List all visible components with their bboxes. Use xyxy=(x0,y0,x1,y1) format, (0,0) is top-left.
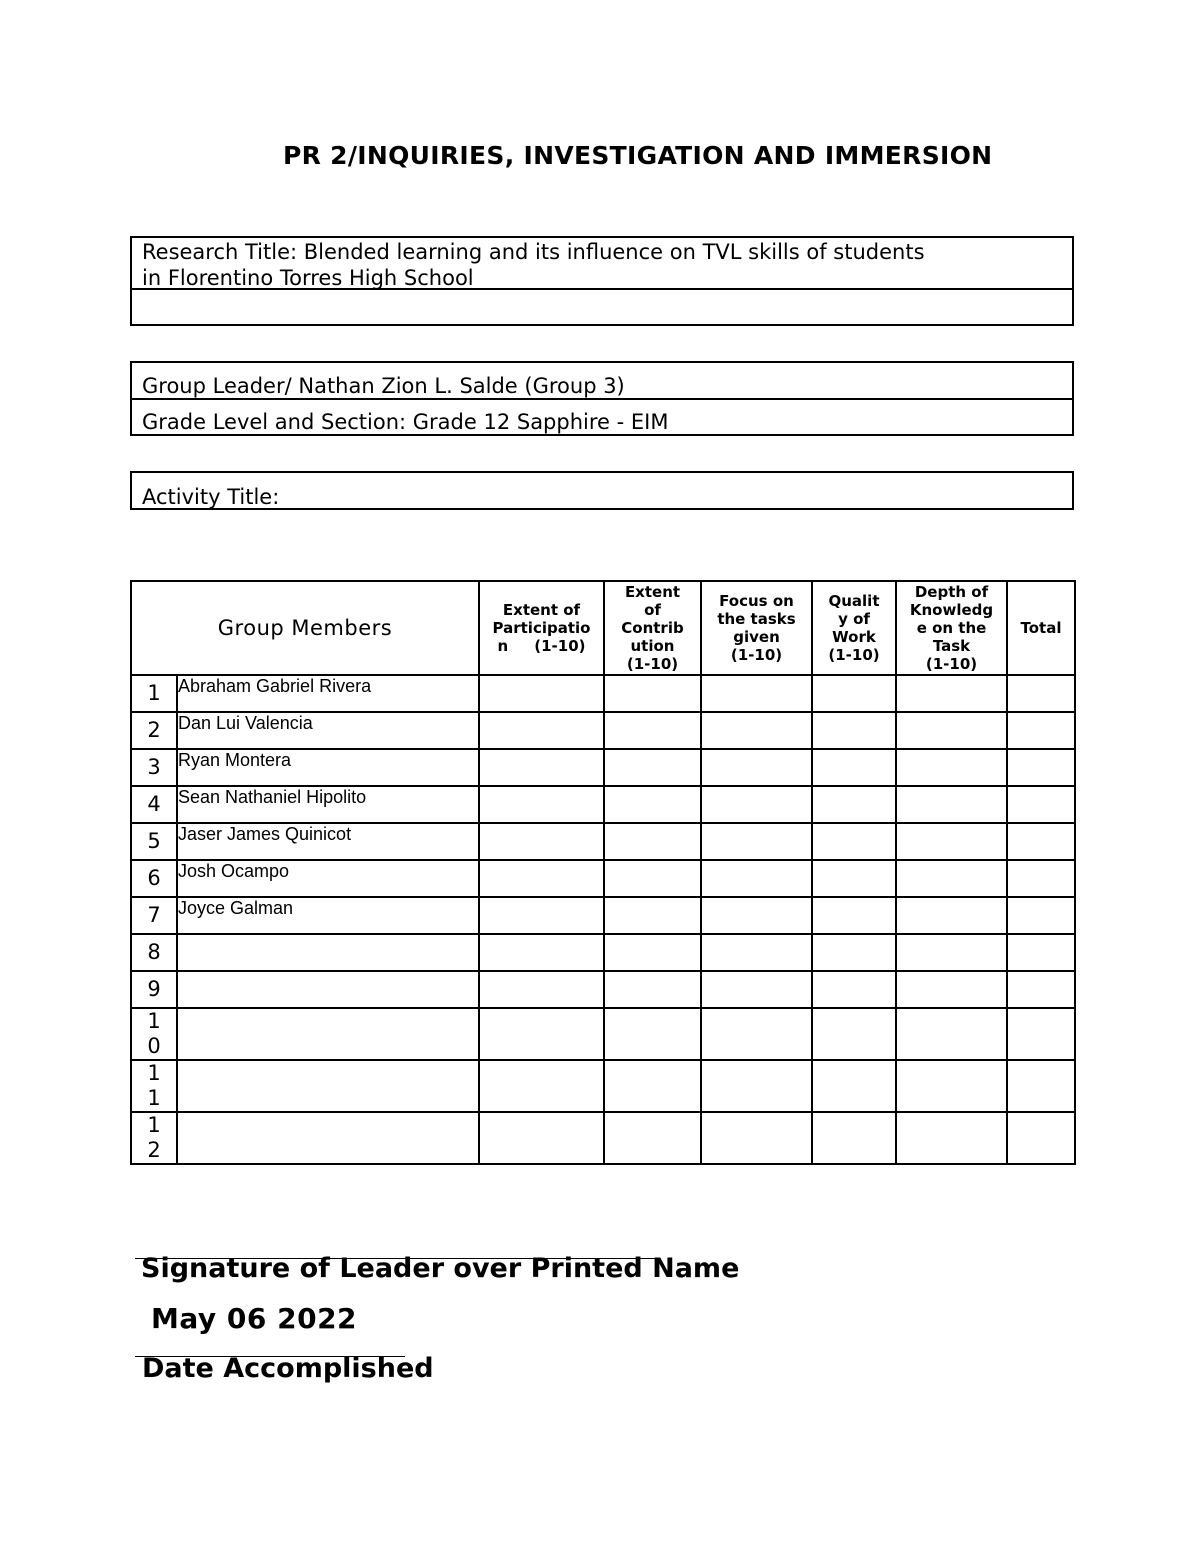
score-cell-depth xyxy=(896,971,1007,1008)
score-cell-depth xyxy=(896,897,1007,934)
research-title-box xyxy=(130,236,1074,326)
research-title-cell xyxy=(132,238,1072,290)
header-quality: Qualit y of Work (1-10) xyxy=(812,581,896,675)
row-number: 7 xyxy=(131,897,177,934)
score-cell-participation xyxy=(479,1008,604,1060)
row-number: 1 1 xyxy=(131,1060,177,1112)
score-cell-total xyxy=(1007,971,1075,1008)
table-row xyxy=(131,675,1075,712)
member-name xyxy=(177,934,479,971)
score-cell-quality xyxy=(812,786,896,823)
score-cell-focus xyxy=(701,712,812,749)
score-cell-contribution xyxy=(604,1112,701,1164)
score-cell-quality xyxy=(812,934,896,971)
row-number: 8 xyxy=(131,934,177,971)
score-cell-depth xyxy=(896,860,1007,897)
score-cell-depth xyxy=(896,1008,1007,1060)
score-cell-focus xyxy=(701,786,812,823)
score-cell-focus xyxy=(701,897,812,934)
score-cell-focus xyxy=(701,823,812,860)
row-number: 1 2 xyxy=(131,1112,177,1164)
score-cell-focus xyxy=(701,934,812,971)
score-cell-total xyxy=(1007,897,1075,934)
score-cell-depth xyxy=(896,934,1007,971)
score-cell-quality xyxy=(812,971,896,1008)
score-cell-depth xyxy=(896,1112,1007,1164)
score-cell-contribution xyxy=(604,823,701,860)
score-cell-contribution xyxy=(604,1060,701,1112)
table-row xyxy=(131,823,1075,860)
signature-label: Signature of Leader over Printed Name xyxy=(141,1253,740,1284)
row-number: 4 xyxy=(131,786,177,823)
header-total: Total xyxy=(1007,581,1075,675)
table-row xyxy=(131,712,1075,749)
header-focus: Focus on the tasks given (1-10) xyxy=(701,581,812,675)
score-cell-focus xyxy=(701,1112,812,1164)
score-cell-depth xyxy=(896,786,1007,823)
score-cell-quality xyxy=(812,860,896,897)
score-cell-quality xyxy=(812,1008,896,1060)
score-cell-total xyxy=(1007,934,1075,971)
member-name xyxy=(177,1112,479,1164)
member-name xyxy=(177,1008,479,1060)
score-cell-participation xyxy=(479,1060,604,1112)
score-cell-participation xyxy=(479,897,604,934)
table-row xyxy=(131,1060,1075,1112)
member-name: Abraham Gabriel Rivera xyxy=(177,675,479,712)
members-table xyxy=(130,580,1076,1165)
row-number: 5 xyxy=(131,823,177,860)
score-cell-quality xyxy=(812,897,896,934)
score-cell-contribution xyxy=(604,934,701,971)
score-cell-contribution xyxy=(604,1008,701,1060)
member-name: Dan Lui Valencia xyxy=(177,712,479,749)
score-cell-total xyxy=(1007,786,1075,823)
table-row xyxy=(131,1112,1075,1164)
table-header-row xyxy=(131,581,1075,675)
header-group-members: Group Members xyxy=(131,581,479,675)
header-depth: Depth of Knowledg e on the Task (1-10) xyxy=(896,581,1007,675)
score-cell-depth xyxy=(896,823,1007,860)
table-row xyxy=(131,860,1075,897)
score-cell-focus xyxy=(701,749,812,786)
table-row xyxy=(131,934,1075,971)
score-cell-total xyxy=(1007,1008,1075,1060)
member-name: Jaser James Quinicot xyxy=(177,823,479,860)
score-cell-participation xyxy=(479,712,604,749)
row-number: 3 xyxy=(131,749,177,786)
table-row xyxy=(131,786,1075,823)
score-cell-focus xyxy=(701,860,812,897)
score-cell-contribution xyxy=(604,860,701,897)
activity-box xyxy=(130,471,1074,510)
score-cell-contribution xyxy=(604,786,701,823)
member-name: Sean Nathaniel Hipolito xyxy=(177,786,479,823)
score-cell-quality xyxy=(812,1060,896,1112)
table-row xyxy=(131,897,1075,934)
score-cell-total xyxy=(1007,823,1075,860)
group-leader: Group Leader/ Nathan Zion L. Salde (Group 3) xyxy=(132,363,1072,400)
row-number: 1 xyxy=(131,675,177,712)
score-cell-total xyxy=(1007,712,1075,749)
score-cell-contribution xyxy=(604,749,701,786)
score-cell-participation xyxy=(479,860,604,897)
member-name: Joyce Galman xyxy=(177,897,479,934)
score-cell-quality xyxy=(812,1112,896,1164)
member-name xyxy=(177,1060,479,1112)
score-cell-contribution xyxy=(604,712,701,749)
score-cell-total xyxy=(1007,1112,1075,1164)
group-info-box xyxy=(130,361,1074,436)
row-number: 6 xyxy=(131,860,177,897)
score-cell-total xyxy=(1007,860,1075,897)
score-cell-focus xyxy=(701,675,812,712)
row-number: 2 xyxy=(131,712,177,749)
score-cell-contribution xyxy=(604,897,701,934)
member-name xyxy=(177,971,479,1008)
member-name: Ryan Montera xyxy=(177,749,479,786)
table-row xyxy=(131,1008,1075,1060)
score-cell-participation xyxy=(479,675,604,712)
score-cell-participation xyxy=(479,971,604,1008)
page-title: PR 2/INQUIRIES, INVESTIGATION AND IMMERSION xyxy=(283,141,993,170)
score-cell-depth xyxy=(896,749,1007,786)
score-cell-quality xyxy=(812,749,896,786)
member-name: Josh Ocampo xyxy=(177,860,479,897)
date-value: May 06 2022 xyxy=(151,1302,358,1335)
score-cell-participation xyxy=(479,823,604,860)
score-cell-total xyxy=(1007,1060,1075,1112)
score-cell-participation xyxy=(479,934,604,971)
table-row xyxy=(131,971,1075,1008)
row-number: 1 0 xyxy=(131,1008,177,1060)
header-contribution: Extent of Contrib ution (1-10) xyxy=(604,581,701,675)
score-cell-contribution xyxy=(604,675,701,712)
score-cell-total xyxy=(1007,675,1075,712)
grade-section: Grade Level and Section: Grade 12 Sapphire - EIM xyxy=(142,410,669,434)
score-cell-depth xyxy=(896,712,1007,749)
score-cell-focus xyxy=(701,1008,812,1060)
research-title-line2: in Florentino Torres High School xyxy=(142,266,474,290)
header-participation: Extent of Participatio n (1-10) xyxy=(479,581,604,675)
score-cell-contribution xyxy=(604,971,701,1008)
score-cell-participation xyxy=(479,786,604,823)
score-cell-quality xyxy=(812,823,896,860)
score-cell-depth xyxy=(896,1060,1007,1112)
research-title-line1: Research Title: Blended learning and its influence on TVL skills of students xyxy=(142,240,925,264)
score-cell-focus xyxy=(701,1060,812,1112)
score-cell-quality xyxy=(812,675,896,712)
score-cell-depth xyxy=(896,675,1007,712)
score-cell-focus xyxy=(701,971,812,1008)
score-cell-quality xyxy=(812,712,896,749)
score-cell-participation xyxy=(479,1112,604,1164)
score-cell-total xyxy=(1007,749,1075,786)
table-row xyxy=(131,749,1075,786)
row-number: 9 xyxy=(131,971,177,1008)
score-cell-participation xyxy=(479,749,604,786)
activity-title: Activity Title: xyxy=(142,485,280,509)
date-label: Date Accomplished xyxy=(142,1353,434,1384)
